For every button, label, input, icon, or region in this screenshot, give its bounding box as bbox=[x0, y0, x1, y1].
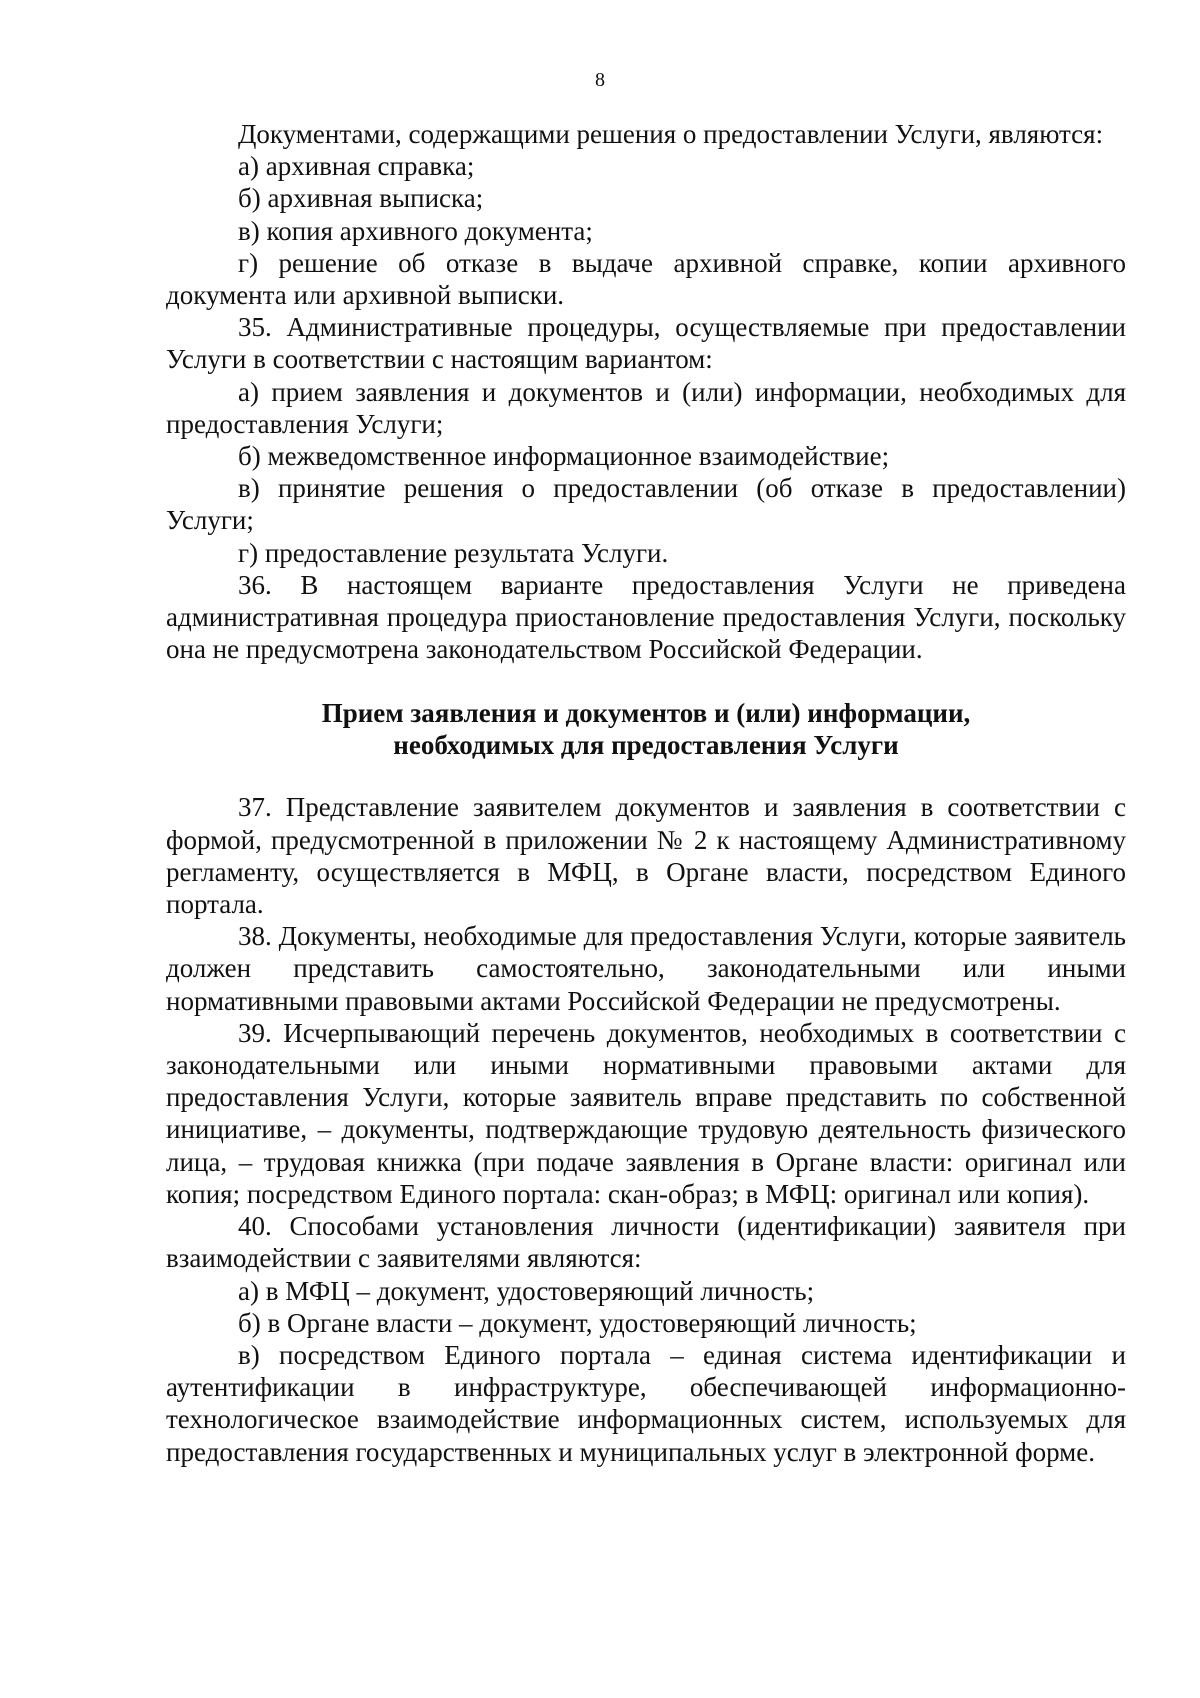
paragraph-37: 37. Представление заявителем документов и заявления в соответствии с формой, предусмотренной в приложении № 2 к настоящему Административному регламенту, осуществляется в МФЦ, в Органе власти, посредством Единого портала. bbox=[166, 792, 1126, 920]
list-item: в) принятие решения о предоставлении (об отказе в предоставлении) Услуги; bbox=[166, 473, 1126, 536]
section-heading bbox=[166, 697, 1126, 761]
paragraph-39: 39. Исчерпывающий перечень документов, необходимых в соответствии с законодательными или иными нормативными правовыми актами для предоставления Услуги, которые заявитель вправе представить по собственной инициативе, – документы, подтверждающие трудовую деятельность физического лица, – трудовая книжка (при подаче заявления в Органе власти: оригинал или копия; посредством Единого портала: скан-образ; в МФЦ: оригинал или копия). bbox=[166, 1017, 1126, 1209]
paragraph-36: 36. В настоящем варианте предоставления Услуги не приведена административная процедура приостановление предоставления Услуги, поскольку она не предусмотрена законодательством Российской Федерации. bbox=[166, 569, 1126, 665]
list-item: г) предоставление результата Услуги. bbox=[238, 537, 669, 568]
page-number: 8 bbox=[595, 69, 605, 91]
list-item: а) архивная справка; bbox=[238, 151, 475, 182]
list-item: б) межведомственное информационное взаимодействие; bbox=[238, 441, 890, 472]
section-heading-line-2: необходимых для предоставления Услуги bbox=[393, 730, 899, 761]
paragraph: Документами, содержащими решения о предоставлении Услуги, являются: bbox=[238, 119, 1104, 149]
list-item: в) копия архивного документа; bbox=[238, 215, 593, 246]
paragraph-38: 38. Документы, необходимые для предоставления Услуги, которые заявитель должен представить самостоятельно, законодательными или иными нормативными правовыми актами Российской Федерации не предусмотрены. bbox=[166, 921, 1126, 1016]
paragraph-35: 35. Административные процедуры, осуществляемые при предоставлении Услуги в соответствии с настоящим вариантом: bbox=[166, 312, 1126, 375]
list-item: г) решение об отказе в выдаче архивной справке, копии архивного документа или архивной выписки. bbox=[166, 247, 1126, 311]
document-body bbox=[166, 118, 1126, 1468]
paragraph-40: 40. Способами установления личности (идентификации) заявителя при взаимодействии с заявителями являются: bbox=[166, 1211, 1126, 1274]
list-item: в) посредством Единого портала – единая система идентификации и аутентификации в инфраструктуре, обеспечивающей информационно-технологическое взаимодействие информационных систем, используемых для предоставления государственных и муниципальных услуг в электронной форме. bbox=[166, 1339, 1126, 1467]
list-item: б) в Органе власти – документ, удостоверяющий личность; bbox=[238, 1307, 917, 1338]
section-heading-line-1: Прием заявления и документов и (или) информации, bbox=[321, 698, 971, 729]
list-item: а) прием заявления и документов и (или) информации, необходимых для предоставления Услуги; bbox=[166, 376, 1126, 439]
list-item: б) архивная выписка; bbox=[238, 183, 484, 214]
list-item: а) в МФЦ – документ, удостоверяющий личность; bbox=[238, 1275, 815, 1306]
